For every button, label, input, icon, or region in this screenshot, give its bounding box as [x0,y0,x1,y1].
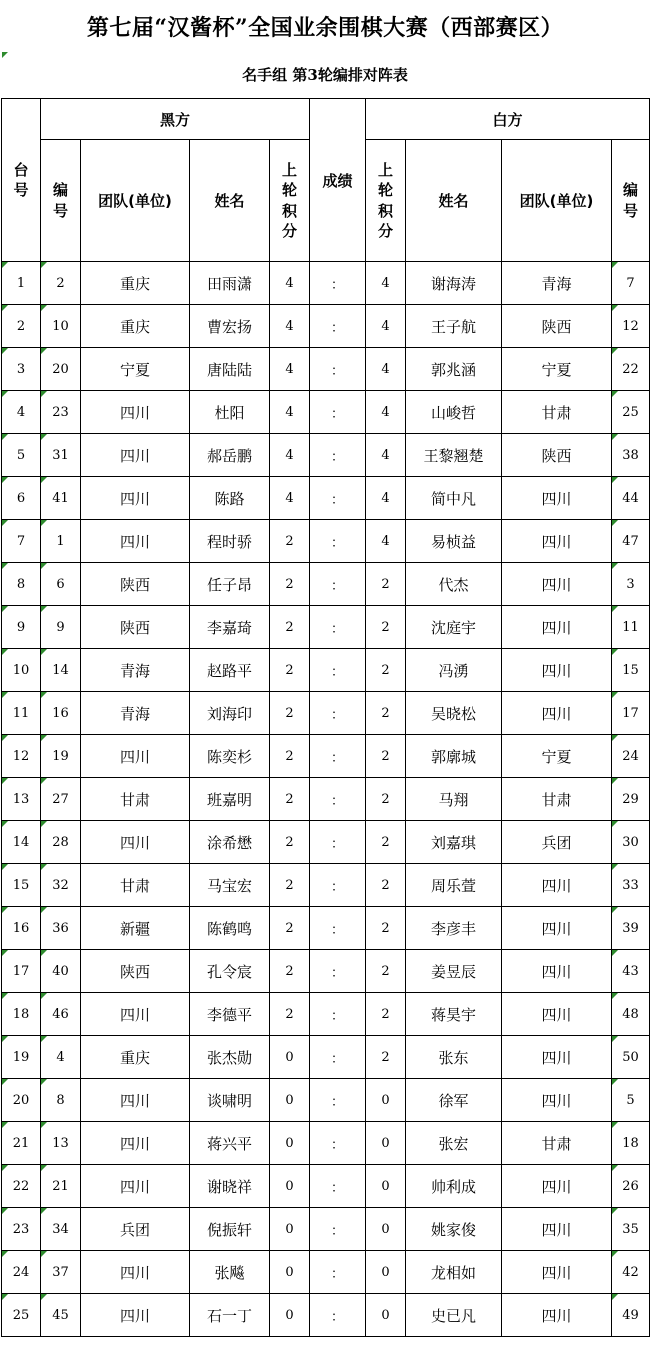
result-cell: ： [310,1165,366,1208]
white-team-cell: 四川 [502,692,612,735]
white-prev-score-cell: 4 [366,262,406,305]
white-prev-score-cell: 2 [366,649,406,692]
result-cell: ： [310,1122,366,1165]
board-number-cell: 22 [2,1165,41,1208]
white-number-cell: 22 [612,348,650,391]
result-cell: ： [310,477,366,520]
black-team-cell: 青海 [81,692,190,735]
black-prev-score-cell: 4 [270,434,310,477]
table-row [2,520,650,563]
white-name-cell: 郭兆涵 [406,348,502,391]
board-number-cell: 20 [2,1079,41,1122]
white-number-cell: 39 [612,907,650,950]
white-prev-score-cell: 0 [366,1122,406,1165]
black-team-cell: 重庆 [81,1036,190,1079]
col-header-white-name: 姓名 [406,140,502,262]
black-team-cell: 四川 [81,520,190,563]
white-number-cell: 25 [612,391,650,434]
col-header-white-team: 团队(单位) [502,140,612,262]
black-number-cell: 19 [41,735,81,778]
black-team-cell: 新疆 [81,907,190,950]
black-team-cell: 四川 [81,821,190,864]
black-prev-score-cell: 2 [270,907,310,950]
black-name-cell: 石一丁 [190,1294,270,1337]
black-team-cell: 甘肃 [81,864,190,907]
board-number-cell: 1 [2,262,41,305]
black-name-cell: 倪振轩 [190,1208,270,1251]
result-cell: ： [310,305,366,348]
white-team-cell: 四川 [502,477,612,520]
black-prev-score-cell: 2 [270,735,310,778]
white-number-cell: 44 [612,477,650,520]
white-prev-score-cell: 4 [366,434,406,477]
page-subtitle: 名手组 第3轮编排对阵表 [242,66,408,84]
black-prev-score-cell: 2 [270,821,310,864]
black-team-cell: 陕西 [81,563,190,606]
white-team-cell: 青海 [502,262,612,305]
black-number-cell: 31 [41,434,81,477]
white-team-cell: 兵团 [502,821,612,864]
col-header-black-team: 团队(单位) [81,140,190,262]
page-title: 第七届“汉酱杯”全国业余围棋大赛（西部赛区） [86,15,564,41]
board-number-cell: 23 [2,1208,41,1251]
black-prev-score-cell: 0 [270,1208,310,1251]
result-cell: ： [310,778,366,821]
white-name-cell: 徐军 [406,1079,502,1122]
white-team-cell: 四川 [502,606,612,649]
white-team-cell: 甘肃 [502,778,612,821]
white-number-cell: 12 [612,305,650,348]
black-name-cell: 陈鹤鸣 [190,907,270,950]
white-prev-score-cell: 0 [366,1251,406,1294]
result-cell: ： [310,864,366,907]
white-team-cell: 四川 [502,864,612,907]
black-number-cell: 36 [41,907,81,950]
white-prev-score-cell: 2 [366,821,406,864]
result-cell: ： [310,950,366,993]
white-team-cell: 四川 [502,993,612,1036]
white-prev-score-cell: 2 [366,950,406,993]
result-cell: ： [310,993,366,1036]
black-prev-score-cell: 4 [270,348,310,391]
black-prev-score-cell: 0 [270,1036,310,1079]
white-prev-score-cell: 0 [366,1079,406,1122]
white-name-cell: 吴晓松 [406,692,502,735]
black-number-cell: 32 [41,864,81,907]
black-number-cell: 13 [41,1122,81,1165]
white-team-cell: 甘肃 [502,1122,612,1165]
black-number-cell: 37 [41,1251,81,1294]
col-header-black-prev-score: 上轮积分 [270,140,310,262]
black-name-cell: 马宝宏 [190,864,270,907]
white-name-cell: 周乐萱 [406,864,502,907]
black-name-cell: 张杰勋 [190,1036,270,1079]
black-number-cell: 14 [41,649,81,692]
white-number-cell: 29 [612,778,650,821]
white-team-cell: 陕西 [502,434,612,477]
black-team-cell: 四川 [81,993,190,1036]
black-number-cell: 45 [41,1294,81,1337]
black-prev-score-cell: 2 [270,692,310,735]
white-team-cell: 四川 [502,950,612,993]
black-prev-score-cell: 2 [270,649,310,692]
white-prev-score-cell: 2 [366,606,406,649]
board-number-cell: 6 [2,477,41,520]
col-header-result: 成绩 [310,99,366,262]
white-number-cell: 47 [612,520,650,563]
black-number-cell: 28 [41,821,81,864]
white-name-cell: 王子航 [406,305,502,348]
board-number-cell: 17 [2,950,41,993]
black-number-cell: 20 [41,348,81,391]
white-number-cell: 33 [612,864,650,907]
white-prev-score-cell: 0 [366,1165,406,1208]
black-name-cell: 张飚 [190,1251,270,1294]
white-name-cell: 姚家俊 [406,1208,502,1251]
black-name-cell: 任子昂 [190,563,270,606]
white-team-cell: 四川 [502,907,612,950]
black-team-cell: 四川 [81,434,190,477]
table-row [2,821,650,864]
black-name-cell: 杜阳 [190,391,270,434]
white-name-cell: 山峻哲 [406,391,502,434]
white-name-cell: 刘嘉琪 [406,821,502,864]
white-prev-score-cell: 2 [366,563,406,606]
table-row [2,348,650,391]
black-name-cell: 唐陆陆 [190,348,270,391]
board-number-cell: 4 [2,391,41,434]
black-prev-score-cell: 0 [270,1294,310,1337]
white-team-cell: 甘肃 [502,391,612,434]
table-row [2,434,650,477]
white-number-cell: 24 [612,735,650,778]
white-name-cell: 代杰 [406,563,502,606]
black-number-cell: 4 [41,1036,81,1079]
table-row [2,1122,650,1165]
black-team-cell: 四川 [81,1165,190,1208]
black-prev-score-cell: 4 [270,391,310,434]
board-number-cell: 10 [2,649,41,692]
black-name-cell: 程时骄 [190,520,270,563]
black-number-cell: 46 [41,993,81,1036]
white-number-cell: 48 [612,993,650,1036]
board-number-cell: 5 [2,434,41,477]
black-number-cell: 10 [41,305,81,348]
white-number-cell: 26 [612,1165,650,1208]
white-team-cell: 陕西 [502,305,612,348]
result-cell: ： [310,520,366,563]
black-name-cell: 曹宏扬 [190,305,270,348]
white-name-cell: 张东 [406,1036,502,1079]
white-name-cell: 马翔 [406,778,502,821]
white-number-cell: 15 [612,649,650,692]
black-team-cell: 四川 [81,391,190,434]
white-team-cell: 四川 [502,1294,612,1337]
board-number-cell: 2 [2,305,41,348]
board-number-cell: 12 [2,735,41,778]
black-team-cell: 甘肃 [81,778,190,821]
black-name-cell: 田雨潇 [190,262,270,305]
black-prev-score-cell: 2 [270,993,310,1036]
board-number-cell: 11 [2,692,41,735]
board-number-cell: 3 [2,348,41,391]
table-row [2,477,650,520]
col-header-white: 白方 [366,99,650,140]
table-row [2,563,650,606]
table-row [2,262,650,305]
black-prev-score-cell: 4 [270,262,310,305]
white-number-cell: 30 [612,821,650,864]
white-number-cell: 49 [612,1294,650,1337]
result-cell: ： [310,391,366,434]
black-name-cell: 李嘉琦 [190,606,270,649]
result-cell: ： [310,821,366,864]
table-row [2,950,650,993]
black-team-cell: 四川 [81,1122,190,1165]
black-name-cell: 陈路 [190,477,270,520]
col-header-black-number: 编号 [41,140,81,262]
board-number-cell: 19 [2,1036,41,1079]
pairing-table [1,98,650,1337]
black-team-cell: 青海 [81,649,190,692]
white-team-cell: 四川 [502,563,612,606]
table-row [2,907,650,950]
white-name-cell: 李彦丰 [406,907,502,950]
board-number-cell: 25 [2,1294,41,1337]
result-cell: ： [310,735,366,778]
table-row [2,1208,650,1251]
white-prev-score-cell: 4 [366,305,406,348]
white-prev-score-cell: 4 [366,348,406,391]
white-prev-score-cell: 2 [366,692,406,735]
black-prev-score-cell: 2 [270,606,310,649]
black-name-cell: 李德平 [190,993,270,1036]
white-name-cell: 简中凡 [406,477,502,520]
white-name-cell: 沈庭宇 [406,606,502,649]
black-number-cell: 8 [41,1079,81,1122]
table-row [2,1165,650,1208]
white-name-cell: 易桢益 [406,520,502,563]
white-team-cell: 四川 [502,1165,612,1208]
white-prev-score-cell: 4 [366,477,406,520]
white-name-cell: 郭廓城 [406,735,502,778]
black-prev-score-cell: 2 [270,563,310,606]
white-name-cell: 帅利成 [406,1165,502,1208]
result-cell: ： [310,1079,366,1122]
black-name-cell: 班嘉明 [190,778,270,821]
white-prev-score-cell: 2 [366,735,406,778]
black-prev-score-cell: 4 [270,305,310,348]
result-cell: ： [310,692,366,735]
white-name-cell: 冯湧 [406,649,502,692]
black-team-cell: 四川 [81,1079,190,1122]
black-number-cell: 2 [41,262,81,305]
white-team-cell: 四川 [502,1208,612,1251]
board-number-cell: 21 [2,1122,41,1165]
black-name-cell: 涂希懋 [190,821,270,864]
white-prev-score-cell: 0 [366,1294,406,1337]
white-prev-score-cell: 2 [366,778,406,821]
black-name-cell: 刘海印 [190,692,270,735]
black-team-cell: 陕西 [81,950,190,993]
table-row [2,778,650,821]
black-number-cell: 27 [41,778,81,821]
board-number-cell: 14 [2,821,41,864]
black-number-cell: 40 [41,950,81,993]
black-name-cell: 郝岳鹏 [190,434,270,477]
white-number-cell: 50 [612,1036,650,1079]
table-row [2,864,650,907]
white-number-cell: 5 [612,1079,650,1122]
white-team-cell: 宁夏 [502,348,612,391]
result-cell: ： [310,907,366,950]
white-name-cell: 王黎翘楚 [406,434,502,477]
white-number-cell: 18 [612,1122,650,1165]
white-number-cell: 42 [612,1251,650,1294]
pairing-rows [2,262,650,1337]
result-cell: ： [310,1251,366,1294]
board-number-cell: 15 [2,864,41,907]
black-prev-score-cell: 0 [270,1079,310,1122]
white-number-cell: 11 [612,606,650,649]
black-team-cell: 重庆 [81,262,190,305]
board-number-cell: 13 [2,778,41,821]
black-prev-score-cell: 0 [270,1165,310,1208]
black-prev-score-cell: 2 [270,778,310,821]
black-number-cell: 6 [41,563,81,606]
black-prev-score-cell: 0 [270,1122,310,1165]
black-team-cell: 重庆 [81,305,190,348]
white-number-cell: 43 [612,950,650,993]
cell-flag-mark [2,52,8,58]
result-cell: ： [310,434,366,477]
black-team-cell: 兵团 [81,1208,190,1251]
black-team-cell: 四川 [81,1251,190,1294]
white-prev-score-cell: 4 [366,520,406,563]
white-name-cell: 龙相如 [406,1251,502,1294]
white-name-cell: 史已凡 [406,1294,502,1337]
table-row [2,735,650,778]
white-team-cell: 四川 [502,649,612,692]
table-row [2,1036,650,1079]
table-row [2,391,650,434]
black-prev-score-cell: 2 [270,520,310,563]
black-number-cell: 9 [41,606,81,649]
white-prev-score-cell: 2 [366,993,406,1036]
table-row [2,1251,650,1294]
black-team-cell: 宁夏 [81,348,190,391]
black-number-cell: 34 [41,1208,81,1251]
table-row [2,1294,650,1337]
result-cell: ： [310,606,366,649]
black-name-cell: 孔令宸 [190,950,270,993]
black-number-cell: 1 [41,520,81,563]
white-prev-score-cell: 0 [366,1208,406,1251]
result-cell: ： [310,348,366,391]
board-number-cell: 24 [2,1251,41,1294]
board-number-cell: 7 [2,520,41,563]
white-team-cell: 四川 [502,1251,612,1294]
board-number-cell: 8 [2,563,41,606]
black-prev-score-cell: 4 [270,477,310,520]
white-prev-score-cell: 4 [366,391,406,434]
table-row [2,1079,650,1122]
table-row [2,606,650,649]
white-name-cell: 蒋昊宇 [406,993,502,1036]
table-row [2,305,650,348]
white-name-cell: 谢海涛 [406,262,502,305]
board-number-cell: 18 [2,993,41,1036]
result-cell: ： [310,1294,366,1337]
white-number-cell: 35 [612,1208,650,1251]
white-team-cell: 四川 [502,1079,612,1122]
black-team-cell: 四川 [81,735,190,778]
col-header-black-name: 姓名 [190,140,270,262]
col-header-white-prev-score: 上轮积分 [366,140,406,262]
black-name-cell: 蒋兴平 [190,1122,270,1165]
result-cell: ： [310,1208,366,1251]
black-number-cell: 41 [41,477,81,520]
black-number-cell: 23 [41,391,81,434]
result-cell: ： [310,563,366,606]
white-team-cell: 四川 [502,520,612,563]
white-prev-score-cell: 2 [366,864,406,907]
board-number-cell: 16 [2,907,41,950]
white-number-cell: 17 [612,692,650,735]
black-number-cell: 16 [41,692,81,735]
black-name-cell: 谢晓祥 [190,1165,270,1208]
result-cell: ： [310,1036,366,1079]
black-prev-score-cell: 2 [270,864,310,907]
result-cell: ： [310,649,366,692]
black-prev-score-cell: 0 [270,1251,310,1294]
black-team-cell: 四川 [81,1294,190,1337]
black-number-cell: 21 [41,1165,81,1208]
table-row [2,993,650,1036]
white-name-cell: 姜昱辰 [406,950,502,993]
white-number-cell: 7 [612,262,650,305]
table-row [2,692,650,735]
black-name-cell: 谈啸明 [190,1079,270,1122]
col-header-white-number: 编号 [612,140,650,262]
col-header-black: 黑方 [41,99,310,140]
table-row [2,649,650,692]
board-number-cell: 9 [2,606,41,649]
black-prev-score-cell: 2 [270,950,310,993]
white-name-cell: 张宏 [406,1122,502,1165]
black-team-cell: 陕西 [81,606,190,649]
white-team-cell: 四川 [502,1036,612,1079]
white-prev-score-cell: 2 [366,907,406,950]
black-team-cell: 四川 [81,477,190,520]
col-header-board: 台号 [2,99,41,262]
white-prev-score-cell: 2 [366,1036,406,1079]
white-team-cell: 宁夏 [502,735,612,778]
white-number-cell: 3 [612,563,650,606]
black-name-cell: 陈奕杉 [190,735,270,778]
white-number-cell: 38 [612,434,650,477]
black-name-cell: 赵路平 [190,649,270,692]
result-cell: ： [310,262,366,305]
